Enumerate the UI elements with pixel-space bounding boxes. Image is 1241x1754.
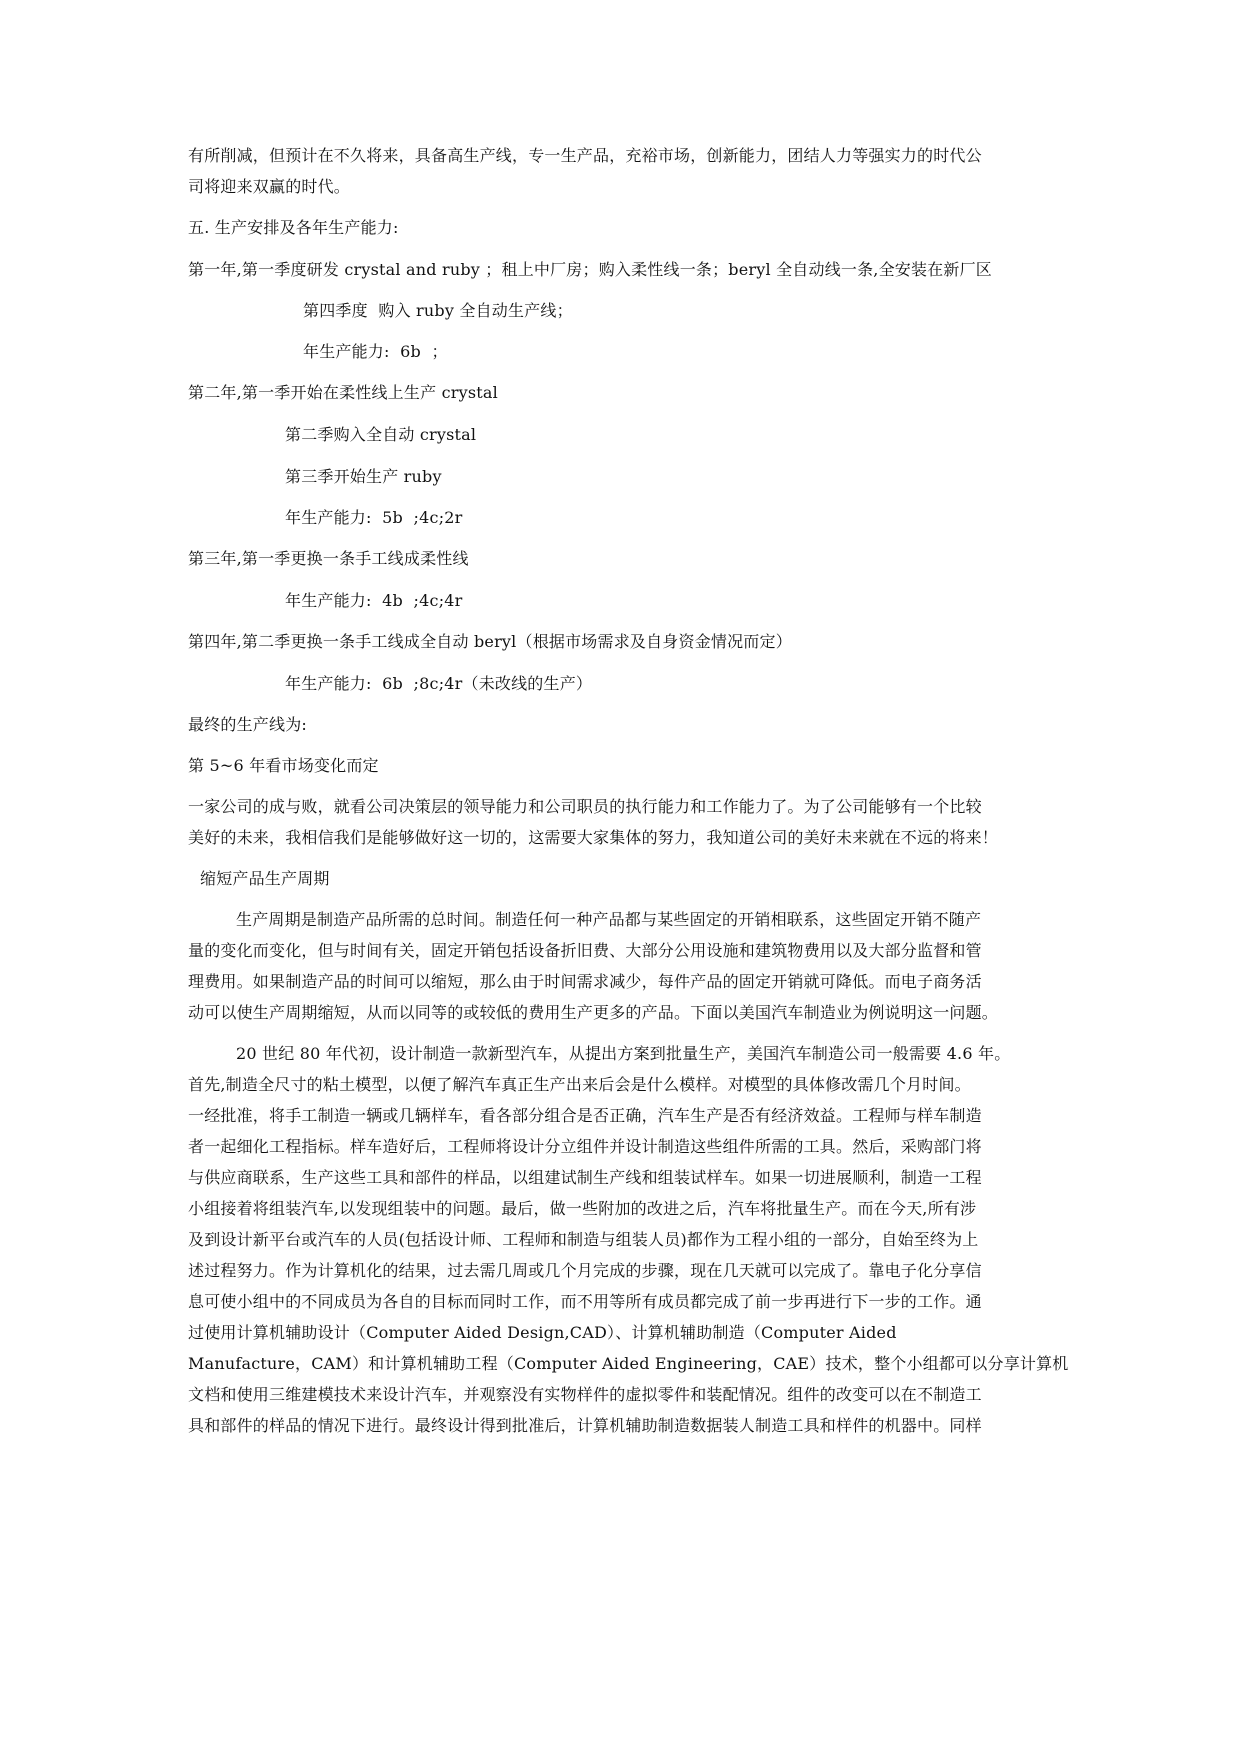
paragraph-line: 生产周期是制造产品所需的总时间。制造任何一种产品都与某些固定的开销相联系，这些固定开销不随产 <box>236 910 982 929</box>
paragraph-line: 最终的生产线为: <box>188 715 307 734</box>
paragraph-line: Manufacture，CAM）和计算机辅助工程（Computer Aided Engineering，CAE）技术，整个小组都可以分享计算机 <box>188 1354 1069 1373</box>
paragraph-line: 有所削减，但预计在不久将来，具备高生产线，专一生产品，充裕市场，创新能力，团结人力等强实力的时代公 <box>188 146 982 165</box>
paragraph-line: 者一起细化工程指标。样车造好后，工程师将设计分立组件并设计制造这些组件所需的工具。然后，采购部门将 <box>188 1137 982 1156</box>
paragraph-line: 理费用。如果制造产品的时间可以缩短，那么由于时间需求减少，每件产品的固定开销就可降低。而电子商务活 <box>188 972 982 991</box>
paragraph-line: 美好的未来，我相信我们是能够做好这一切的，这需要大家集体的努力，我知道公司的美好未来就在不远的将来！ <box>188 828 999 847</box>
paragraph-line: 述过程努力。作为计算机化的结果，过去需几周或几个月完成的步骤，现在几天就可以完成了。靠电子化分享信 <box>188 1261 982 1280</box>
paragraph-line: 第 5~6 年看市场变化而定 <box>188 756 379 775</box>
paragraph-line: 过使用计算机辅助设计（Computer Aided Design,CAD）、计算机辅助制造（Computer Aided <box>188 1323 897 1342</box>
paragraph-line: 第三年,第一季更换一条手工线成柔性线 <box>188 549 469 568</box>
paragraph-line: 及到设计新平台或汽车的人员(包括设计师、工程师和制造与组装人员)都作为工程小组的一部分，自始至终为上 <box>188 1230 979 1249</box>
paragraph-line: 第四年,第二季更换一条手工线成全自动 beryl（根据市场需求及自身资金情况而定） <box>188 632 792 651</box>
paragraph-line: 司将迎来双赢的时代。 <box>188 177 351 196</box>
paragraph-line: 年生产能力: 5b ;4c;2r <box>285 508 463 527</box>
paragraph-line: 量的变化而变化，但与时间有关，固定开销包括设备折旧费、大部分公用设施和建筑物费用以及大部分监督和管 <box>188 941 982 960</box>
paragraph-line: 小组接着将组装汽车,以发现组装中的问题。最后，做一些附加的改进之后，汽车将批量生产。而在今天,所有涉 <box>188 1199 977 1218</box>
paragraph-line: 第一年,第一季度研发 crystal and ruby ；租上中厂房；购入柔性线一条；beryl 全自动线一条,全安装在新厂区 <box>188 260 992 279</box>
paragraph-line: 第二年,第一季开始在柔性线上生产 crystal <box>188 383 498 402</box>
paragraph-line: 息可使小组中的不同成员为各自的目标而同时工作，而不用等所有成员都完成了前一步再进行下一步的工作。通 <box>188 1292 982 1311</box>
paragraph-line: 具和部件的样品的情况下进行。最终设计得到批准后，计算机辅助制造数据装人制造工具和样件的机器中。同样 <box>188 1416 982 1435</box>
paragraph-line: 第三季开始生产 ruby <box>285 467 442 486</box>
section-heading: 五. 生产安排及各年生产能力: <box>188 218 399 237</box>
paragraph-line: 年生产能力: 4b ;4c;4r <box>285 591 463 610</box>
paragraph-line: 一家公司的成与败，就看公司决策层的领导能力和公司职员的执行能力和工作能力了。为了公司能够有一个比较 <box>188 797 982 816</box>
paragraph-line: 年生产能力: 6b ； <box>303 342 448 361</box>
paragraph-line: 年生产能力: 6b ;8c;4r（未改线的生产） <box>285 674 593 693</box>
paragraph-line: 与供应商联系，生产这些工具和部件的样品，以组建试制生产线和组装试样车。如果一切进展顺利，制造一工程 <box>188 1168 982 1187</box>
paragraph-line: 第二季购入全自动 crystal <box>285 425 477 444</box>
section-heading: 缩短产品生产周期 <box>200 869 330 888</box>
paragraph-line: 一经批准，将手工制造一辆或几辆样车，看各部分组合是否正确，汽车生产是否有经济效益。工程师与样车制造 <box>188 1106 982 1125</box>
paragraph-line: 20 世纪 80 年代初，设计制造一款新型汽车，从提出方案到批量生产，美国汽车制造公司一般需要 4.6 年。 <box>236 1044 1011 1063</box>
paragraph-line: 动可以使生产周期缩短，从而以同等的或较低的费用生产更多的产品。下面以美国汽车制造业为例说明这一问题。 <box>188 1003 999 1022</box>
paragraph-line: 首先,制造全尺寸的粘土模型，以便了解汽车真正生产出来后会是什么模样。对模型的具体修改需几个月时间。 <box>188 1075 971 1094</box>
paragraph-line: 第四季度 购入 ruby 全自动生产线； <box>303 301 573 320</box>
paragraph-line: 文档和使用三维建模技术来设计汽车，并观察没有实物样件的虚拟零件和装配情况。组件的改变可以在不制造工 <box>188 1385 982 1404</box>
